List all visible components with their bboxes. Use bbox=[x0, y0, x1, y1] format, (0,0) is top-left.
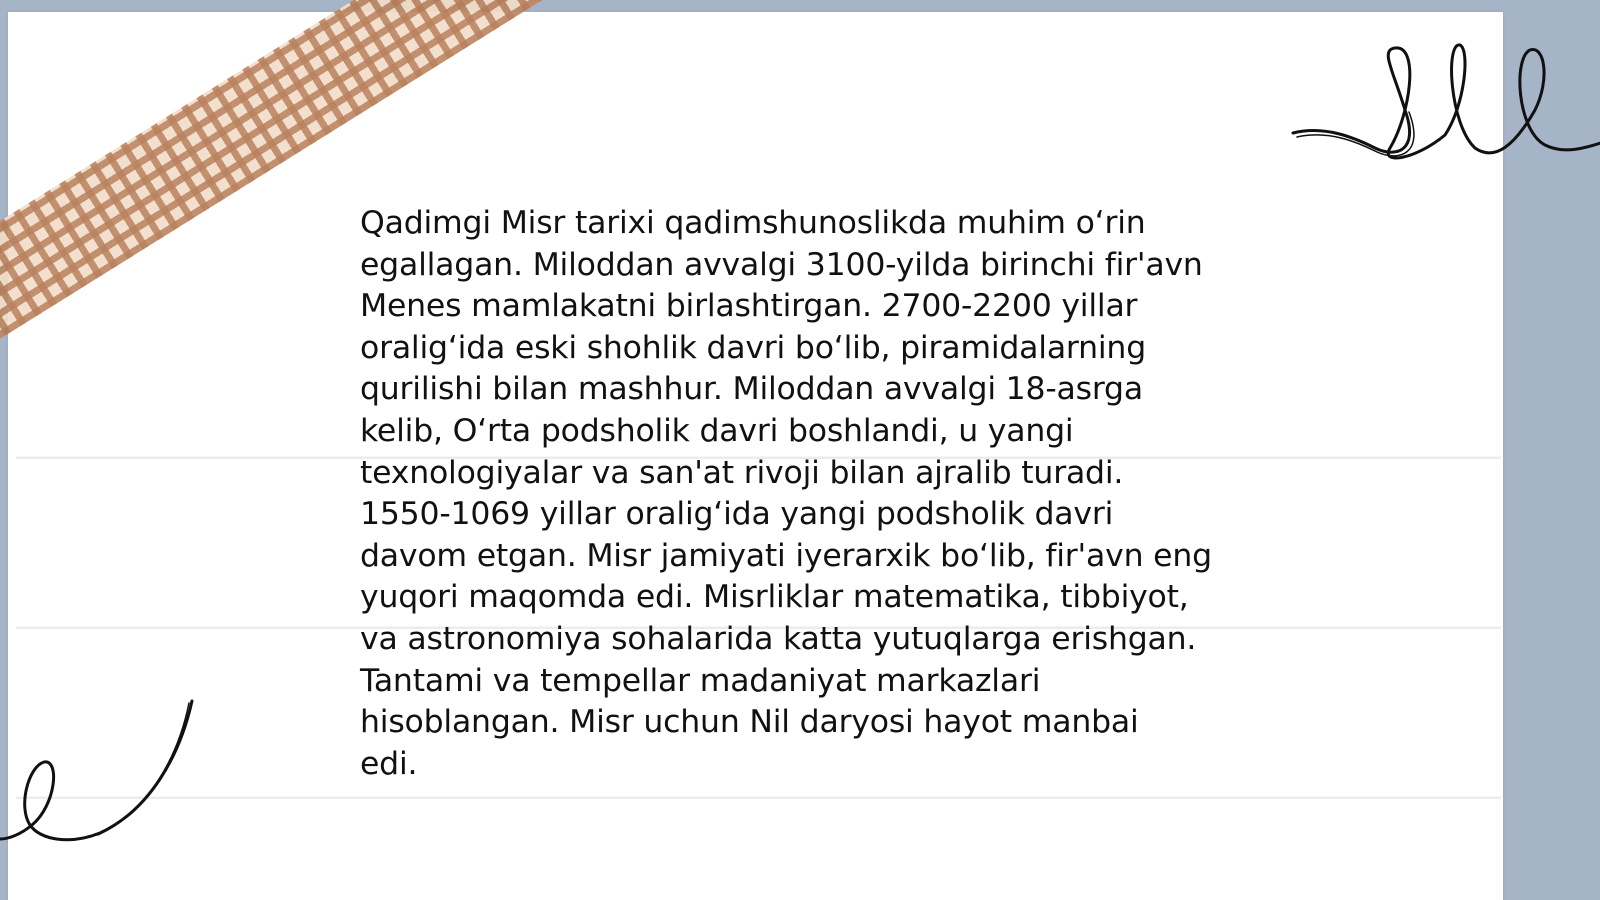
squiggle-doodle-top-right bbox=[1285, 30, 1600, 170]
history-paragraph: Qadimgi Misr tarixi qadimshunoslikda muhim o‘rin egallagan. Miloddan avvalgi 3100-yilda birinchi fir'avn Menes mamlakatni birlashtirgan. 2700-2200 yillar oralig‘ida eski shohlik davri bo‘lib, piramidalarning qurilishi bilan mashhur. Miloddan avvalgi 18-asrga kelib, O‘rta podsholik davri boshlandi, u yangi texnologiyalar va san'at rivoji bilan ajralib turadi. 1550-1069 yillar oralig‘ida yangi podsholik davri davom etgan. Misr jamiyati iyerarxik bo‘lib, fir'avn eng yuqori maqomda edi. Misrliklar matematika, tibbiyot, va astronomiya sohalarida katta yutuqlarga erishgan. Tantami va tempellar madaniyat markazlari hisoblangan. Misr uchun Nil daryosi hayot manbai edi. bbox=[360, 205, 1212, 782]
squiggle-doodle-bottom-left bbox=[0, 695, 200, 855]
paper-rule-line bbox=[16, 796, 1501, 799]
